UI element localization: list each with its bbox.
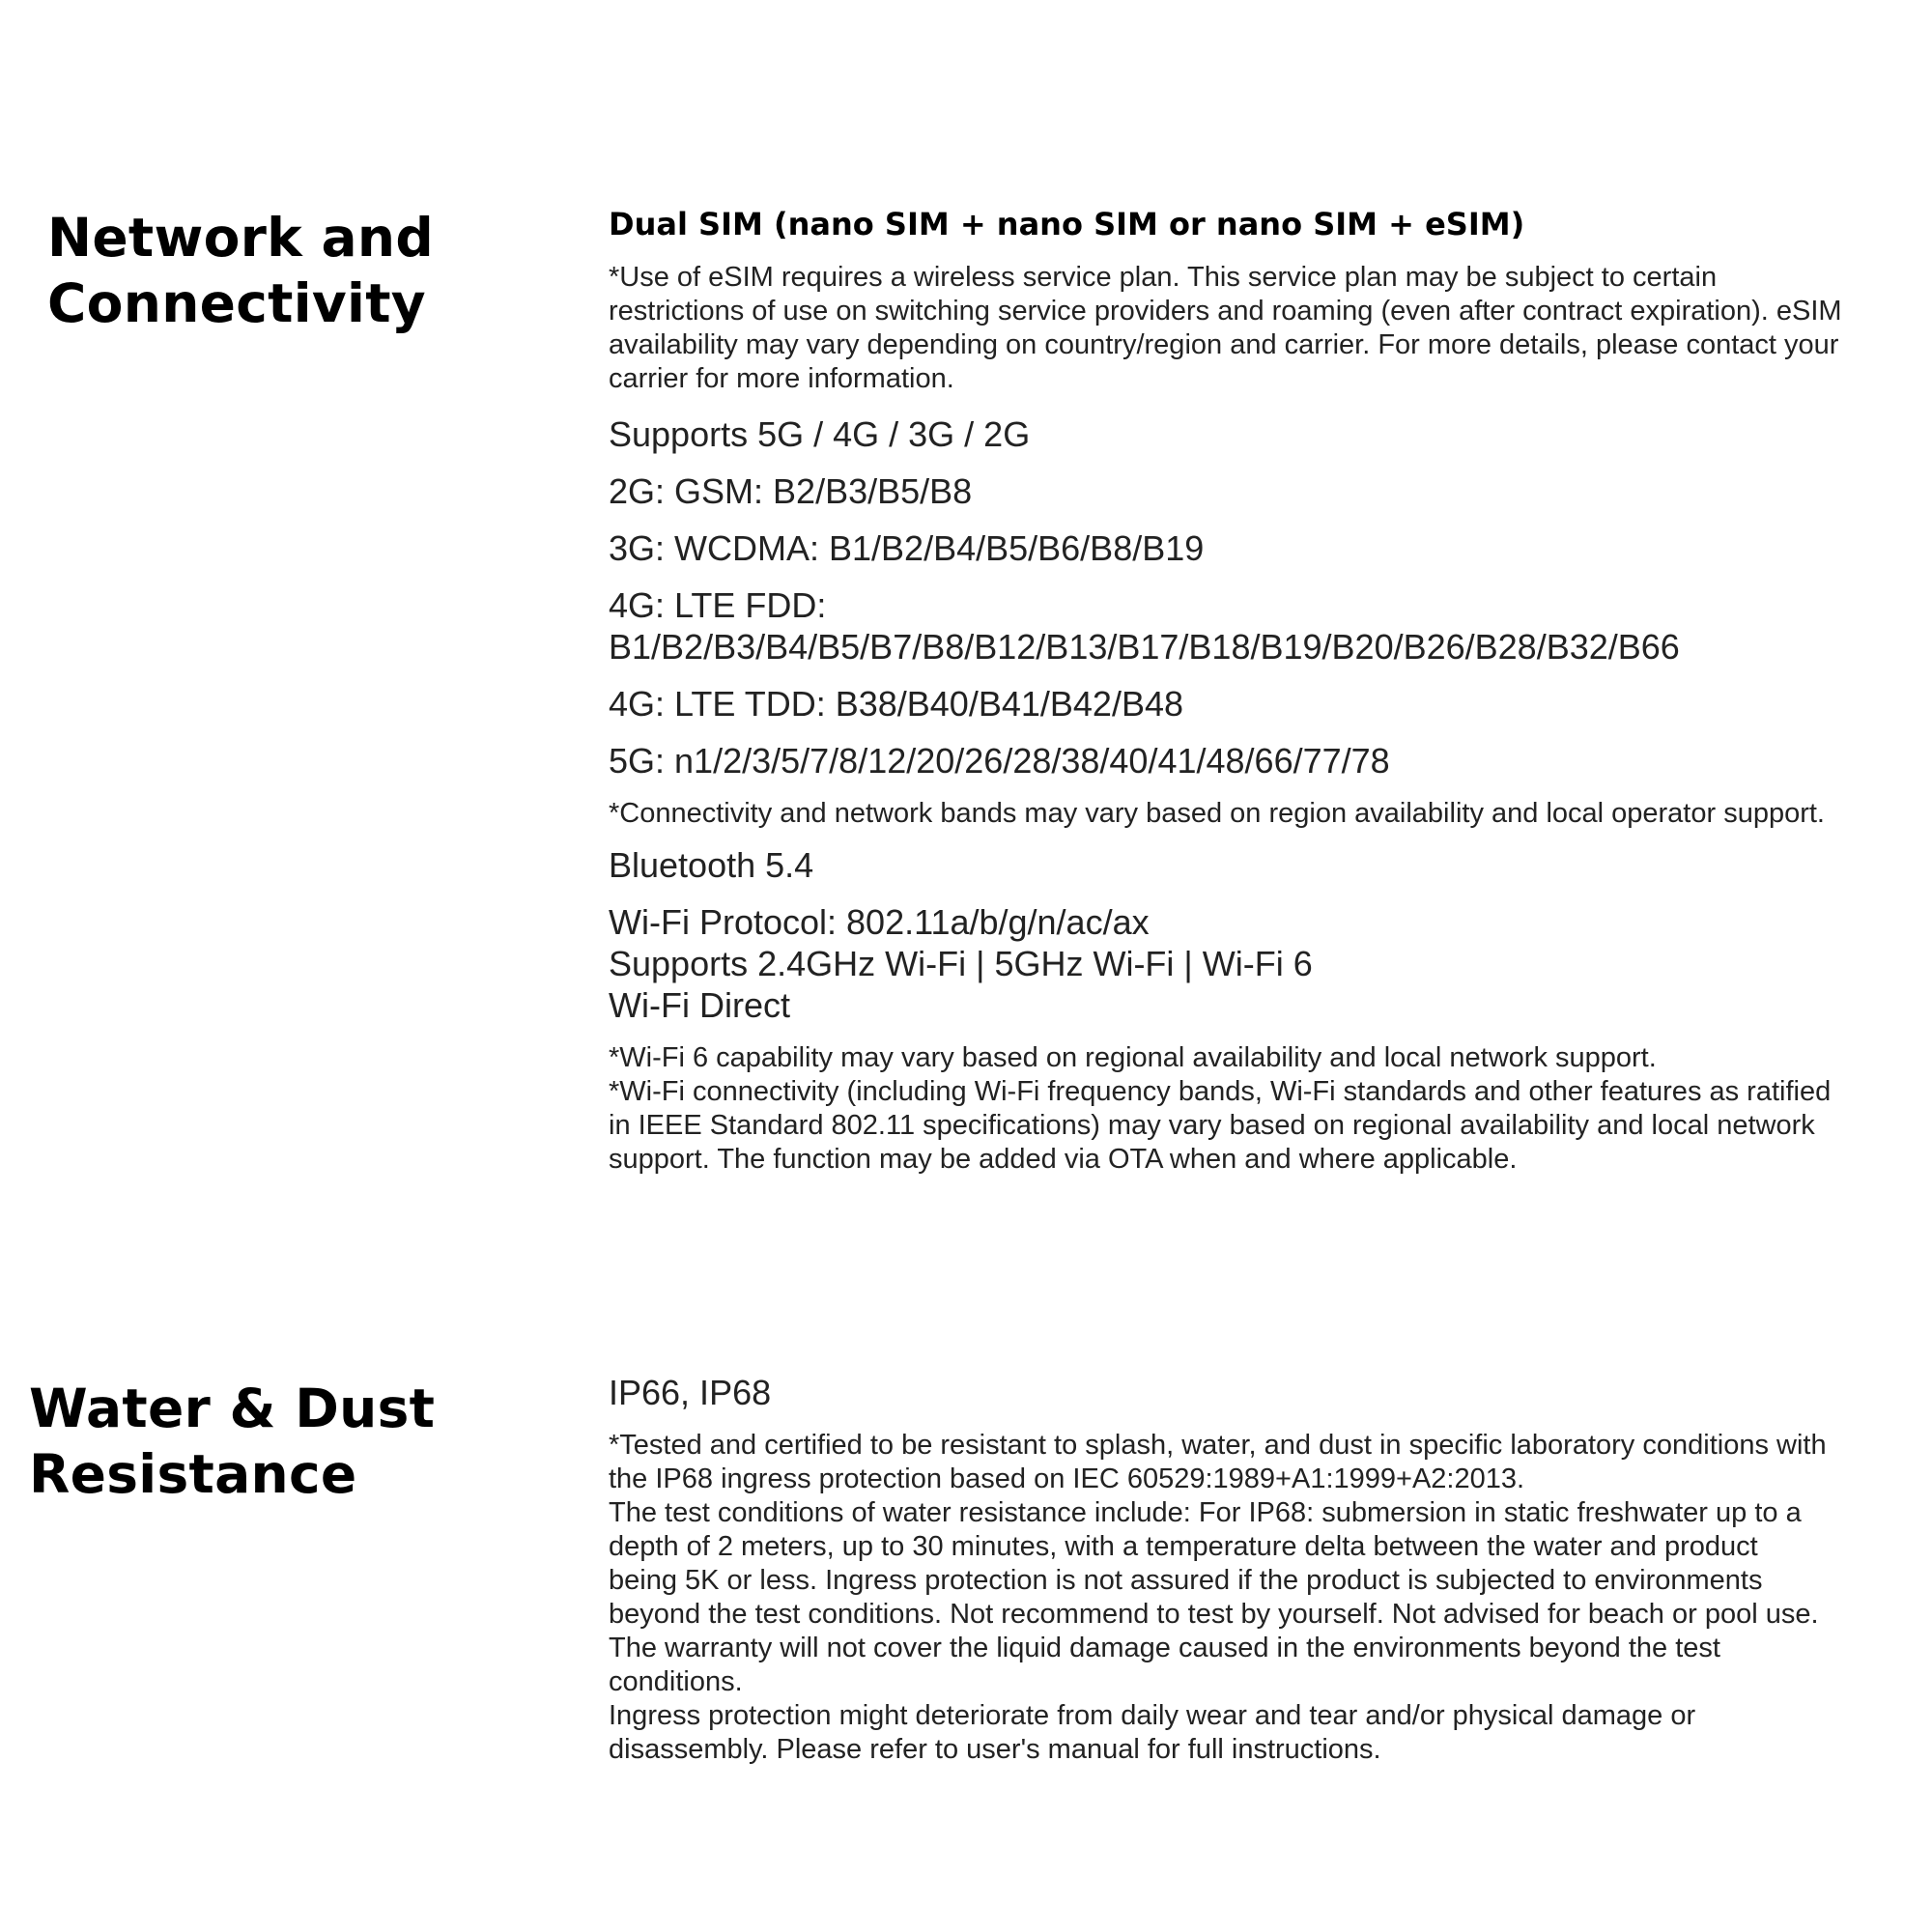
4g-tdd-bands-item: 4G: LTE TDD: B38/B40/B41/B42/B48 [609, 684, 1184, 724]
network-connectivity-specs [609, 203, 1922, 1194]
bands-footnote: *Connectivity and network bands may vary based on region availability and local operator support. [609, 798, 1825, 829]
ip-rating-item: IP66, IP68 [609, 1373, 772, 1412]
sim-spec-title: Dual SIM (nano SIM + nano SIM or nano SIM + eSIM) [609, 206, 1525, 242]
water-dust-specs [609, 1372, 1922, 1784]
wifi-item: Wi-Fi Protocol: 802.11a/b/g/n/ac/ax Supports 2.4GHz Wi-Fi | 5GHz Wi-Fi | Wi-Fi 6 Wi-Fi Direct [609, 902, 1313, 1025]
2g-bands-item: 2G: GSM: B2/B3/B5/B8 [609, 471, 973, 511]
3g-bands-item: 3G: WCDMA: B1/B2/B4/B5/B6/B8/B19 [609, 528, 1205, 568]
esim-footnote: *Use of eSIM requires a wireless service plan. This service plan may be subject to certain restrictions of use on switching service providers and roaming (even after contract expiration). eSIM availability may vary depending on country/region and carrier. For more details, please contact your carrier for more information. [609, 262, 1842, 394]
wifi-footnote: *Wi-Fi 6 capability may vary based on regional availability and local network support. *Wi-Fi connectivity (including Wi-Fi frequency bands, Wi-Fi standards and other features as ratified in IEEE Standard 802.11 specifications) may vary based on regional availability and local network support. The function may be added via OTA when and where applicable. [609, 1042, 1832, 1175]
bluetooth-item: Bluetooth 5.4 [609, 845, 814, 885]
4g-fdd-bands-item: 4G: LTE FDD: B1/B2/B3/B4/B5/B7/B8/B12/B13/B17/B18/B19/B20/B26/B28/B32/B66 [609, 585, 1680, 667]
water-dust-heading: Water & Dust Resistance [29, 1378, 436, 1505]
network-connectivity-heading: Network and Connectivity [47, 207, 435, 334]
5g-bands-item: 5G: n1/2/3/5/7/8/12/20/26/28/38/40/41/48/66/77/78 [609, 741, 1390, 781]
network-support-item: Supports 5G / 4G / 3G / 2G [609, 414, 1031, 454]
water-resistance-footnote: *Tested and certified to be resistant to splash, water, and dust in specific laboratory conditions with the IP68 ingress protection based on IEC 60529:1989+A1:1999+A2:2013. The test conditions of water resistance include: For IP68: submersion in static freshwater up to a depth of 2 meters, up to 30 minutes, with a temperature delta between the water and product being 5K or less. Ingress protection is not assured if the product is subjected to environments beyond the test conditions. Not recommend to test by yourself. Not advised for beach or pool use. The warranty will not cover the liquid damage caused in the environments beyond the test conditions. Ingress protection might deteriorate from daily wear and tear and/or physical damage or disassembly. Please refer to user's manual for full instructions. [609, 1430, 1827, 1765]
